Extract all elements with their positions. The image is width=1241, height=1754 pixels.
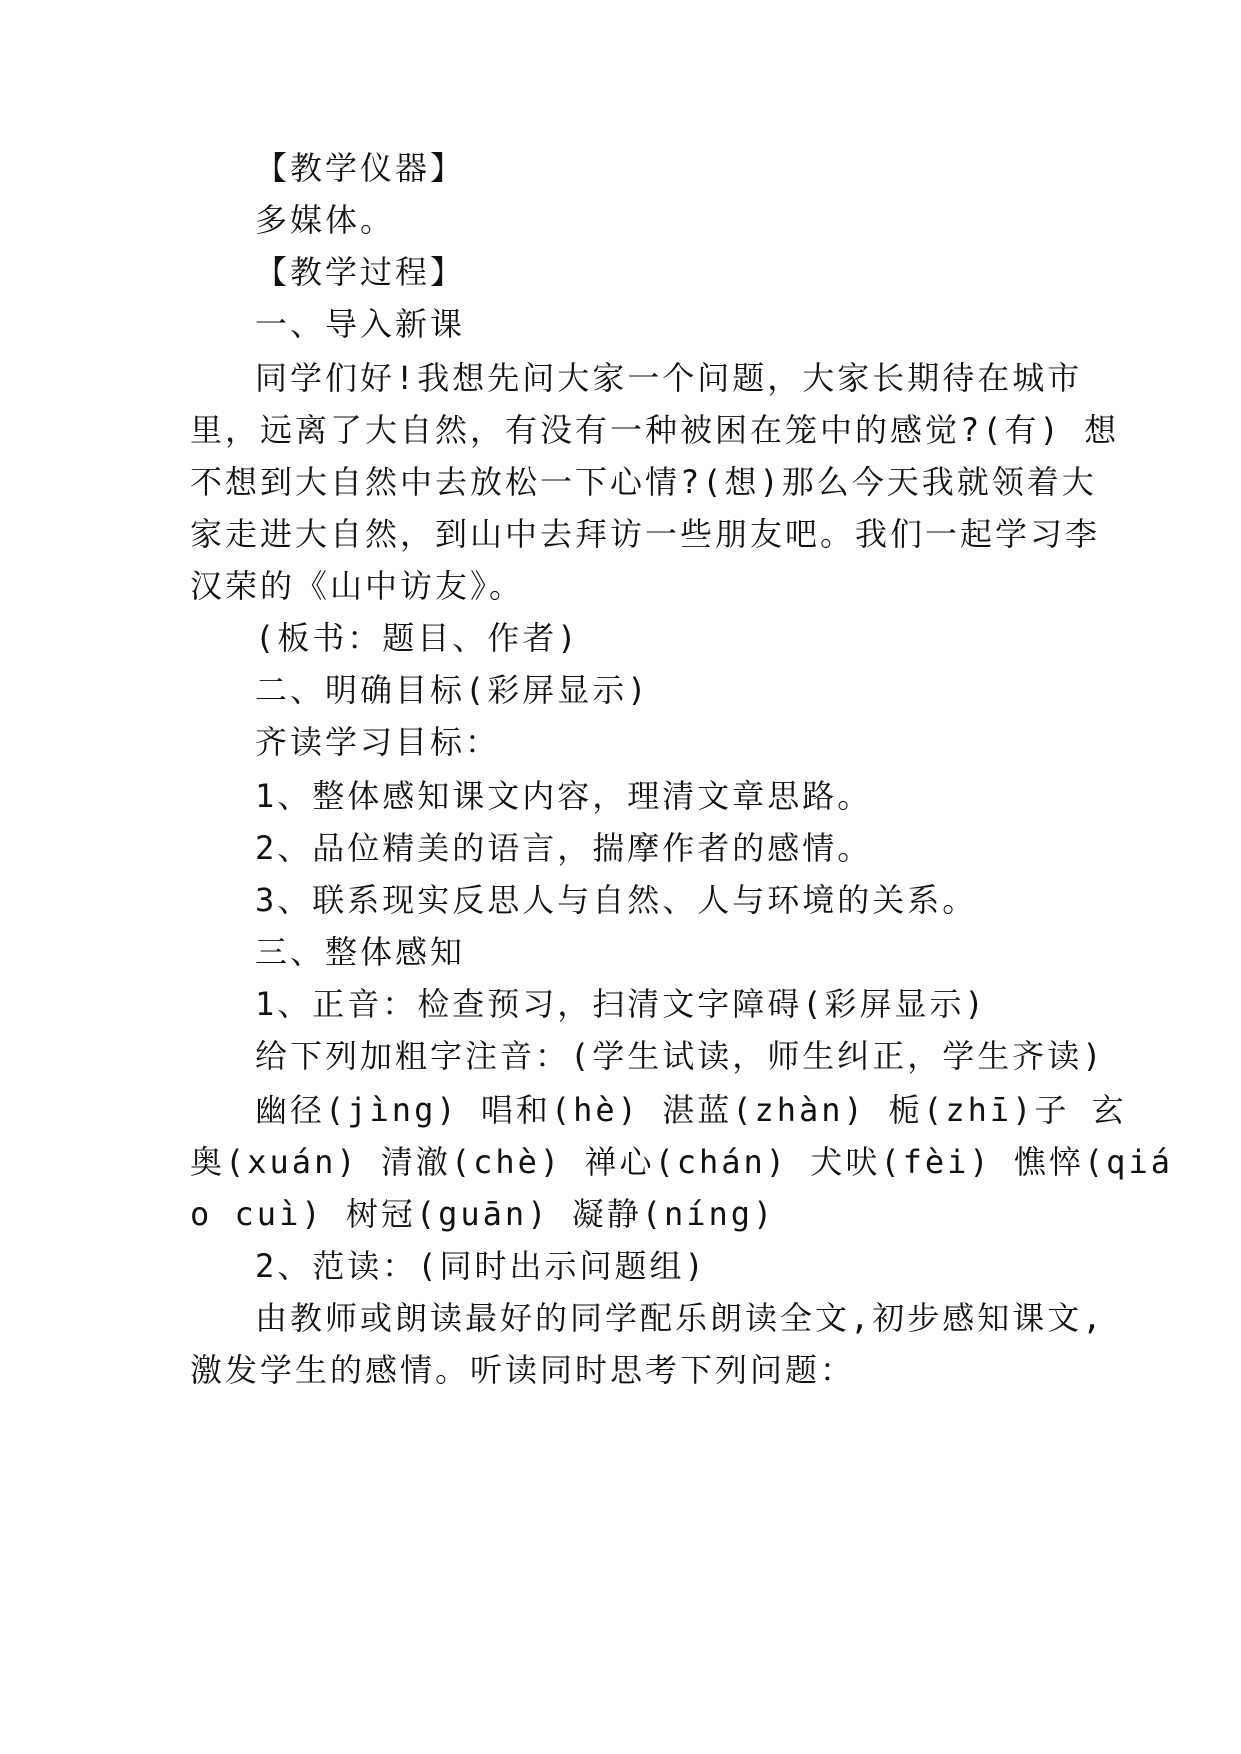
list-item-goal-1: 1、整体感知课文内容，理清文章思路。 — [255, 777, 873, 815]
paragraph-line: 齐读学习目标： — [255, 723, 501, 761]
paragraph-line: 给下列加粗字注音：(学生试读，师生纠正，学生齐读) — [255, 1037, 1105, 1075]
list-item-pronunciation: 1、正音：检查预习，扫清文字障碍(彩屏显示) — [255, 985, 987, 1023]
heading-teaching-equipment: 【教学仪器】 — [255, 149, 466, 187]
paragraph-line: 里，远离了大自然，有没有一种被困在笼中的感觉?(有) 想 — [190, 411, 1120, 449]
pinyin-line: 幽径(jìng) 唱和(hè) 湛蓝(zhàn) 栀(zhī)子 玄 — [255, 1091, 1127, 1129]
list-item-model-reading: 2、范读：(同时出示问题组) — [255, 1247, 707, 1285]
list-item-goal-3: 3、联系现实反思人与自然、人与环境的关系。 — [255, 881, 978, 919]
list-item-goal-2: 2、品位精美的语言，揣摩作者的感情。 — [255, 829, 873, 867]
section-heading-goals: 二、明确目标(彩屏显示) — [255, 671, 650, 709]
paragraph-line: 由教师或朗读最好的同学配乐朗读全文,初步感知课文, — [255, 1299, 1105, 1337]
paragraph-line: 激发学生的感情。听读同时思考下列问题： — [190, 1351, 856, 1389]
pinyin-line: o cuì) 树冠(guān) 凝静(níng) — [190, 1195, 776, 1233]
blackboard-note: (板书：题目、作者) — [255, 619, 580, 657]
heading-teaching-process: 【教学过程】 — [255, 253, 466, 291]
paragraph-line: 汉荣的《山中访友》。 — [190, 567, 525, 605]
section-heading-introduction: 一、导入新课 — [255, 305, 466, 343]
paragraph-multimedia: 多媒体。 — [255, 201, 396, 239]
paragraph-line: 同学们好!我想先问大家一个问题，大家长期待在城市 — [255, 359, 1083, 397]
section-heading-overall-perception: 三、整体感知 — [255, 933, 466, 971]
pinyin-line: 奥(xuán) 清澈(chè) 禅心(chán) 犬吠(fèi) 憔悴(qiá — [190, 1143, 1173, 1181]
paragraph-line: 家走进大自然，到山中去拜访一些朋友吧。我们一起学习李 — [190, 515, 1101, 553]
paragraph-line: 不想到大自然中去放松一下心情?(想)那么今天我就领着大 — [190, 463, 1097, 501]
